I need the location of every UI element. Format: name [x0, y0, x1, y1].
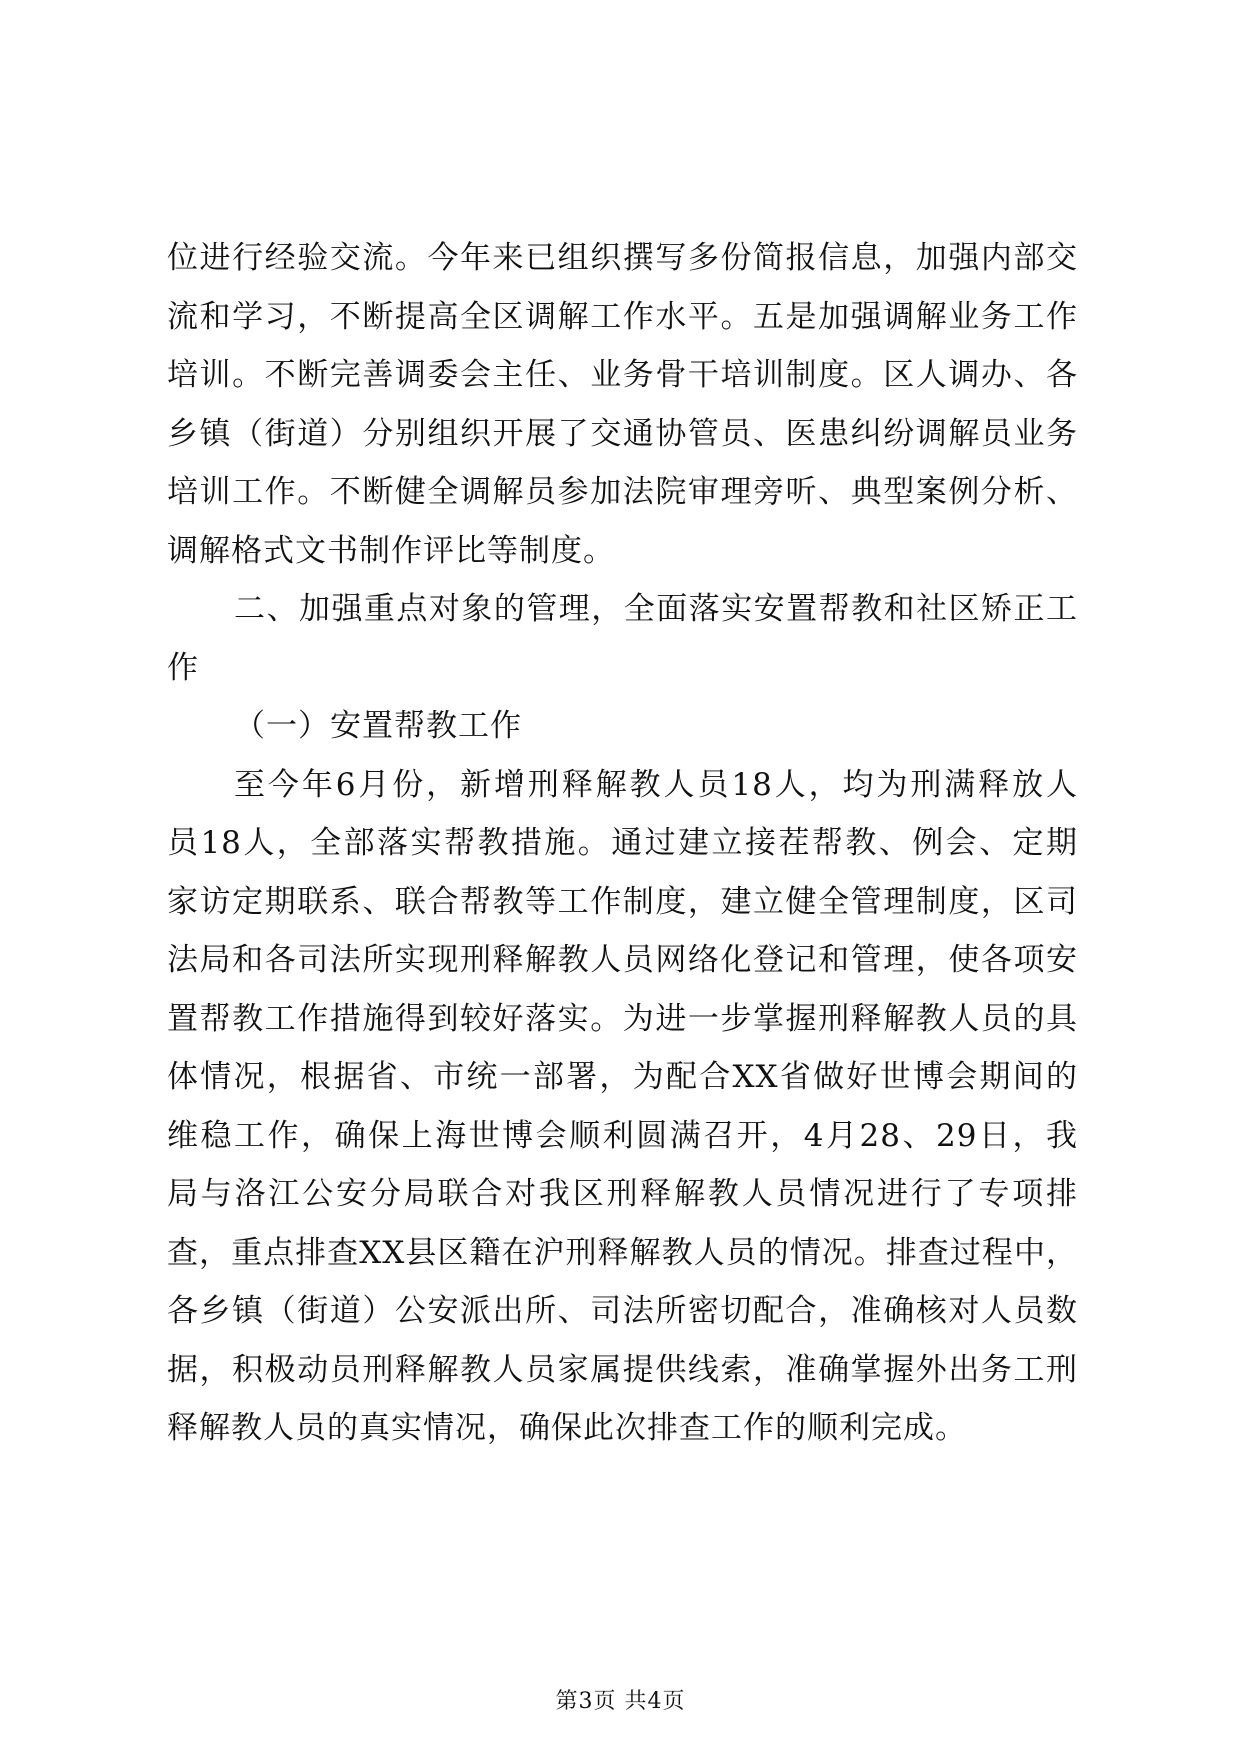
text-line: 位进行经验交流。今年来已组织撰写多份简报信息，加强内部交	[167, 240, 1078, 276]
document-body	[167, 229, 1078, 1458]
text-line: 流和学习，不断提高全区调解工作水平。五是加强调解业务工作	[167, 298, 1078, 335]
text-line: （一）安置帮教工作	[234, 708, 522, 744]
text-line: 局与洛江公安分局联合对我区刑释解教人员情况进行了专项排	[167, 1176, 1078, 1212]
paragraph	[167, 697, 1078, 756]
text-line: 员18人，全部落实帮教措施。通过建立接茬帮教、例会、定期	[167, 825, 1078, 861]
text-line: 家访定期联系、联合帮教等工作制度，建立健全管理制度，区司	[167, 883, 1078, 920]
text-line: 乡镇（街道）分别组织开展了交通协管员、医患纠纷调解员业务	[167, 415, 1078, 452]
paragraph	[167, 580, 1078, 697]
text-line: 调解格式文书制作评比等制度。	[167, 532, 615, 569]
page-footer: 第3页 共4页	[555, 1689, 686, 1714]
text-line: 据，积极动员刑释解教人员家属提供线索，准确掌握外出务工刑	[167, 1351, 1078, 1388]
paragraph	[167, 229, 1078, 580]
text-line: 体情况，根据省、市统一部署，为配合XX省做好世博会期间的	[167, 1059, 1078, 1095]
text-line: 置帮教工作措施得到较好落实。为进一步掌握刑释解教人员的具	[167, 1000, 1078, 1037]
text-line: 二、加强重点对象的管理，全面落实安置帮教和社区矫正工	[234, 591, 1078, 627]
text-line: 至今年6月份，新增刑释解教人员18人，均为刑满释放人	[234, 766, 1078, 803]
text-line: 作	[167, 649, 199, 686]
text-line: 培训工作。不断健全调解员参加法院审理旁听、典型案例分析、	[167, 474, 1078, 510]
text-line: 各乡镇（街道）公安派出所、司法所密切配合，准确核对人员数	[167, 1293, 1078, 1329]
paragraph	[167, 756, 1078, 1458]
text-line: 查，重点排查XX县区籍在沪刑释解教人员的情况。排查过程中，	[167, 1234, 1078, 1271]
text-line: 培训。不断完善调委会主任、业务骨干培训制度。区人调办、各	[167, 357, 1078, 393]
text-line: 维稳工作，确保上海世博会顺利圆满召开，4月28、29日，我	[167, 1117, 1078, 1154]
text-line: 法局和各司法所实现刑释解教人员网络化登记和管理，使各项安	[167, 942, 1078, 978]
text-line: 释解教人员的真实情况，确保此次排查工作的顺利完成。	[167, 1410, 967, 1446]
